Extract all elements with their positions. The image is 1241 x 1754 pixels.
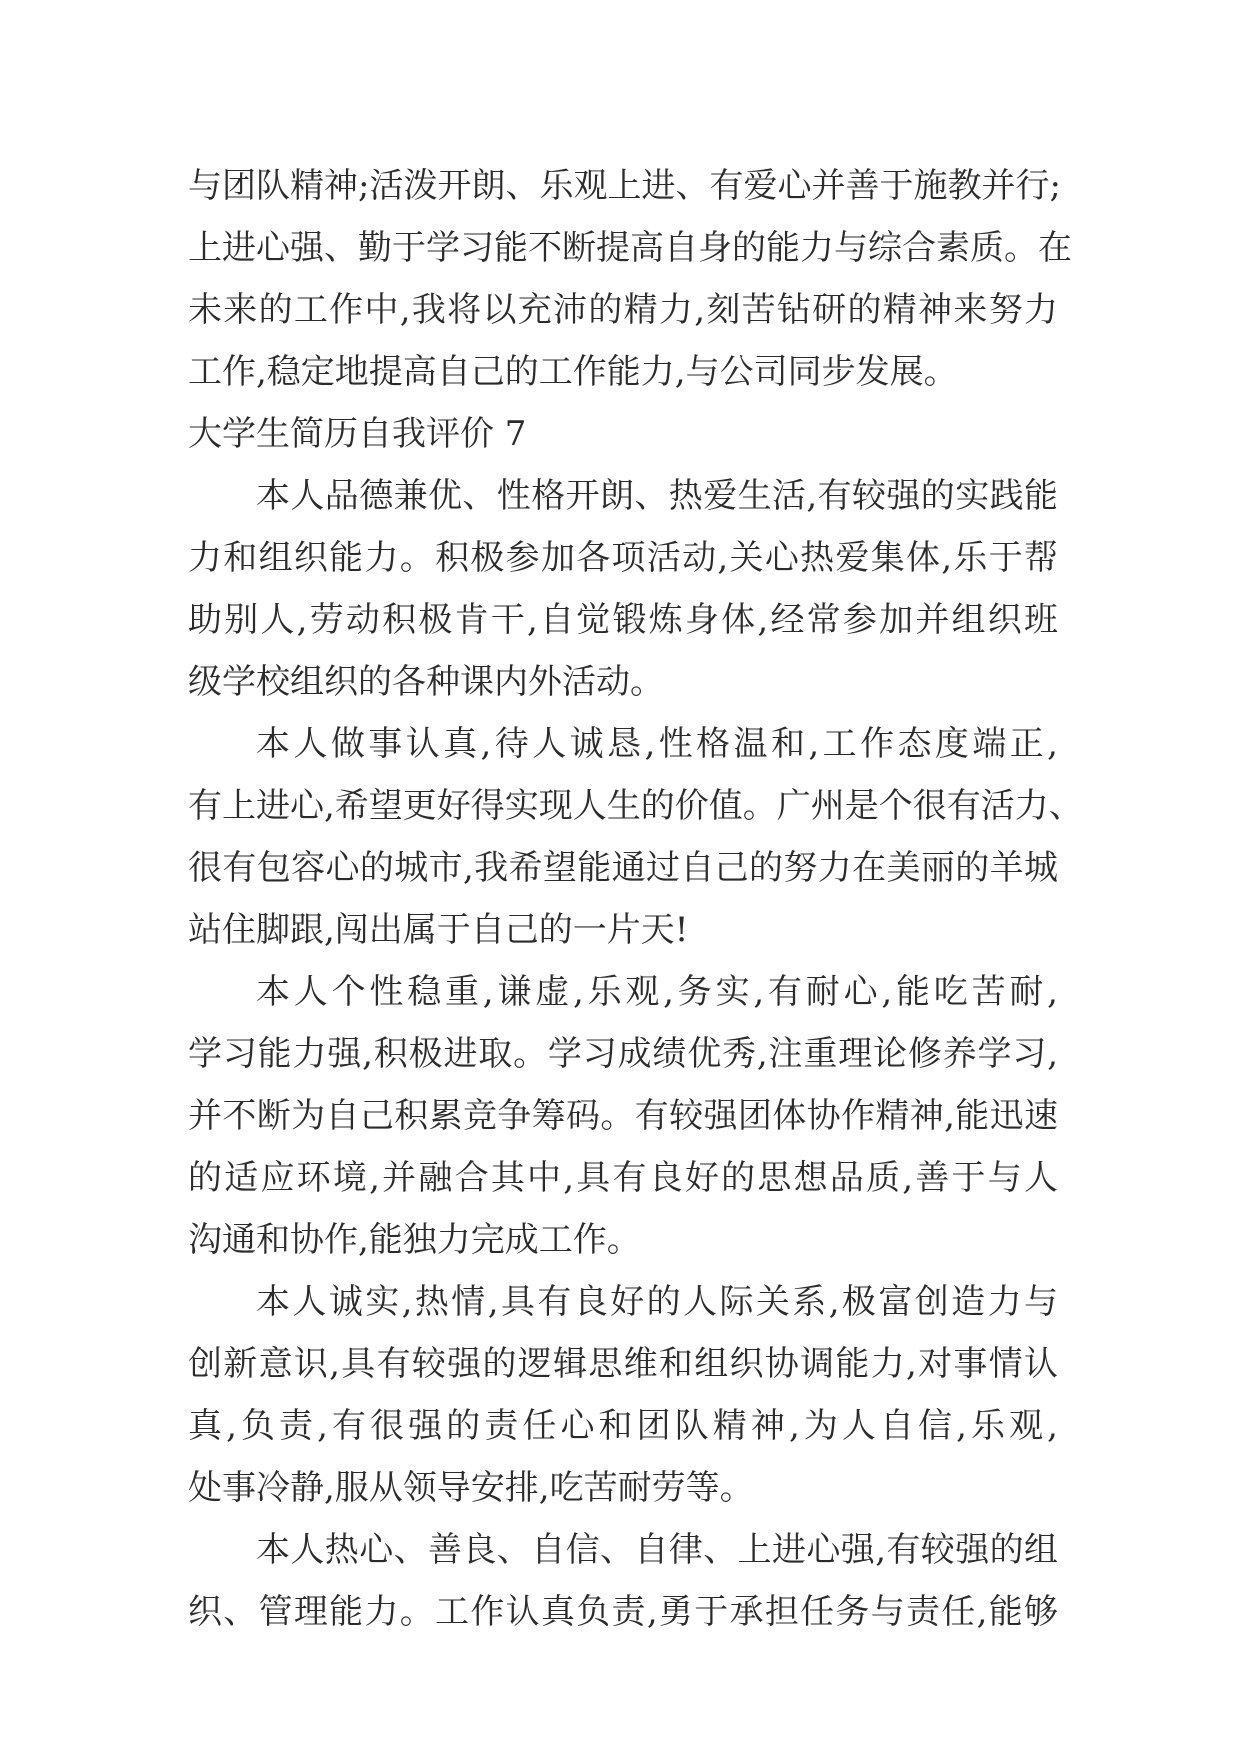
text-line: 的适应环境,并融合其中,具有良好的思想品质,善于与人 — [188, 1158, 1058, 1198]
text-line: 工作,稳定地提高自己的工作能力,与公司同步发展。 — [188, 352, 958, 392]
text-line: 与团队精神;活泼开朗、乐观上进、有爱心并善于施教并行; — [188, 166, 1061, 206]
text-line: 很有包容心的城市,我希望能通过自己的努力在美丽的羊城 — [188, 848, 1058, 888]
text-line: 助别人,劳动积极肯干,自觉锻炼身体,经常参加并组织班 — [188, 600, 1058, 640]
text-line: 力和组织能力。积极参加各项活动,关心热爱集体,乐于帮 — [188, 538, 1058, 578]
document-body — [188, 155, 1083, 1643]
paragraph-first-line: 本人品德兼优、性格开朗、热爱生活,有较强的实践能 — [256, 476, 1058, 516]
paragraph-first-line: 本人热心、善良、自信、自律、上进心强,有较强的组 — [256, 1530, 1058, 1570]
text-line: 织、管理能力。工作认真负责,勇于承担任务与责任,能够 — [188, 1592, 1058, 1632]
text-line: 沟通和协作,能独力完成工作。 — [188, 1220, 641, 1260]
text-line: 并不断为自己积累竞争筹码。有较强团体协作精神,能迅速 — [188, 1096, 1058, 1136]
text-line: 真,负责,有很强的责任心和团队精神,为人自信,乐观, — [188, 1406, 1058, 1446]
text-line: 学习能力强,积极进取。学习成绩优秀,注重理论修养学习, — [188, 1034, 1058, 1074]
text-line: 上进心强、勤于学习能不断提高自身的能力与综合素质。在 — [188, 228, 1072, 268]
text-line: 站住脚跟,闯出属于自己的一片天! — [188, 910, 689, 950]
text-line: 处事冷静,服从领导安排,吃苦耐劳等。 — [188, 1468, 754, 1508]
text-line: 创新意识,具有较强的逻辑思维和组织协调能力,对事情认 — [188, 1344, 1058, 1384]
paragraph-first-line: 本人做事认真,待人诚恳,性格温和,工作态度端正, — [256, 724, 1058, 764]
section-heading: 大学生简历自我评价 7 — [188, 414, 527, 454]
text-line: 未来的工作中,我将以充沛的精力,刻苦钻研的精神来努力 — [188, 290, 1058, 330]
text-line: 有上进心,希望更好得实现人生的价值。广州是个很有活力、 — [188, 786, 1083, 826]
text-line: 级学校组织的各种课内外活动。 — [188, 662, 664, 702]
paragraph-first-line: 本人诚实,热情,具有良好的人际关系,极富创造力与 — [256, 1282, 1058, 1322]
paragraph-first-line: 本人个性稳重,谦虚,乐观,务实,有耐心,能吃苦耐, — [256, 972, 1058, 1012]
